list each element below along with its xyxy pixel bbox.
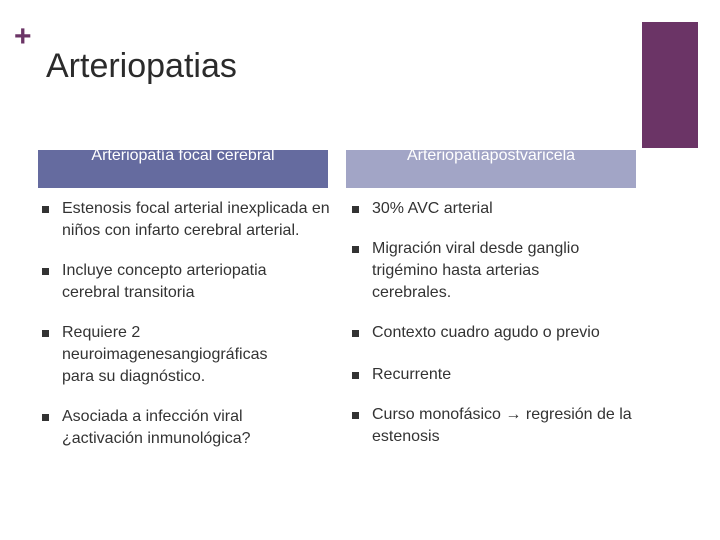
square-bullet-icon [352, 372, 359, 379]
list-item [40, 260, 322, 304]
list-item [350, 238, 640, 304]
square-bullet-icon [352, 246, 359, 253]
list-item-text-before: Curso monofásico [372, 406, 501, 423]
right-arrow-icon: → [505, 406, 522, 423]
list-item-text: Asociada a infección viral ¿activación inmunológica? [62, 408, 251, 447]
list-item-text: Incluye concepto arteriopatia cerebral transitoria [62, 262, 267, 301]
list-item [40, 406, 322, 450]
slide-title: Arteriopatias [46, 47, 237, 85]
right-bullet-list [350, 198, 640, 448]
list-item-text: 30% AVC arterial [372, 200, 493, 217]
list-item-text: Migración viral desde ganglio trigémino hasta arterias cerebrales. [372, 240, 580, 301]
list-item [40, 198, 332, 242]
list-item-text: Estenosis focal arterial inexplicada en niños con infarto cerebral arterial. [62, 200, 330, 239]
list-item [350, 322, 640, 344]
left-bullet-list [40, 198, 330, 450]
square-bullet-icon [352, 206, 359, 213]
left-column-header [38, 147, 328, 188]
square-bullet-icon [352, 412, 359, 419]
list-item-text: Requiere 2 neuroimagenesangiográficas para su diagnóstico. [62, 324, 268, 385]
list-item [40, 322, 322, 388]
square-bullet-icon [42, 206, 49, 213]
right-header-label: Arteriopatíapostvaricela [406, 147, 576, 164]
list-item-text-after: regresión de la estenosis [372, 406, 632, 445]
list-item-text: Contexto cuadro agudo o previo [372, 324, 600, 341]
list-item-text: Recurrente [372, 366, 452, 383]
square-bullet-icon [42, 414, 49, 421]
list-item [350, 198, 640, 220]
right-column-header [346, 147, 636, 188]
left-header-label: Arteriopatía focal cerebral [91, 147, 275, 164]
plus-icon: + [14, 20, 32, 53]
list-item [350, 404, 640, 448]
square-bullet-icon [42, 268, 49, 275]
list-item-text [372, 404, 632, 448]
square-bullet-icon [352, 330, 359, 337]
corner-accent-block [642, 22, 698, 148]
square-bullet-icon [42, 330, 49, 337]
list-item [350, 364, 640, 386]
